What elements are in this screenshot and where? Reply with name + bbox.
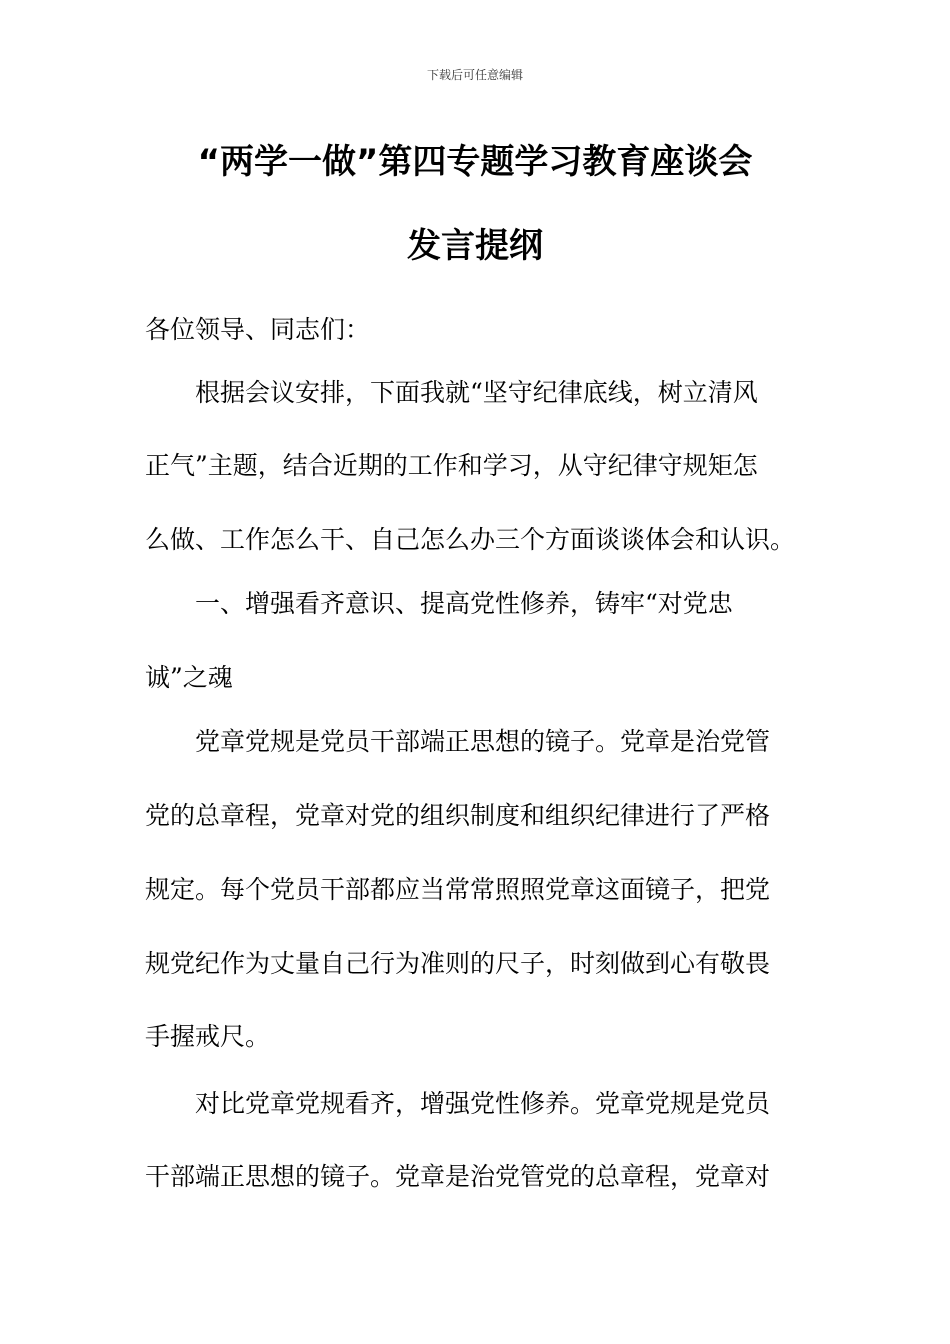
paragraph-line: 规党纪作为丈量自己行为准则的尺子，时刻做到心有敬畏 — [145, 949, 771, 978]
section-heading-line: 一、增强看齐意识、提高党性修养，铸牢“对党忠 — [195, 589, 733, 618]
section-heading-line: 诚”之魂 — [145, 663, 233, 692]
paragraph-line: 对比党章党规看齐，增强党性修养。党章党规是党员 — [195, 1089, 771, 1118]
paragraph-line: 么做、工作怎么干、自己怎么办三个方面谈谈体会和认识。 — [145, 525, 796, 554]
paragraph-line: 党章党规是党员干部端正思想的镜子。党章是治党管 — [195, 727, 771, 756]
header-note: 下载后可任意编辑 — [426, 68, 523, 82]
paragraph-line: 手握戒尺。 — [145, 1022, 271, 1051]
paragraph-line: 根据会议安排，下面我就“坚守纪律底线，树立清风 — [195, 378, 758, 407]
salutation: 各位领导、同志们： — [145, 315, 371, 344]
paragraph-line: 干部端正思想的镜子。党章是治党管党的总章程，党章对 — [145, 1162, 771, 1191]
paragraph-line: 党的总章程，党章对党的组织制度和组织纪律进行了严格 — [145, 801, 771, 830]
paragraph-line: 规定。每个党员干部都应当常常照照党章这面镜子，把党 — [145, 875, 771, 904]
document-title-line-1: “两学一做”第四专题学习教育座谈会 — [197, 142, 753, 182]
paragraph-line: 正气”主题，结合近期的工作和学习，从守纪律守规矩怎 — [145, 451, 758, 480]
document-title-line-2: 发言提纲 — [407, 226, 543, 266]
